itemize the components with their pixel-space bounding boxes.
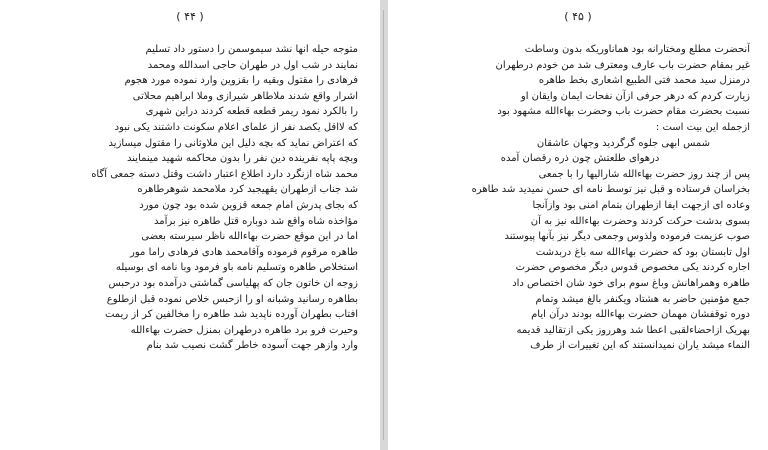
text-line: متوجه حیله انها نشد سیموسمن را دستور داد تسلیم — [145, 44, 358, 55]
text-line: زیارت کردم که درهر حرفی ازآن نفحات ایمان وایقان او — [520, 90, 750, 102]
text-line: فرهادی را مقتول وبقیه را بقزوین وارد نموده مورد هجوم — [124, 75, 358, 87]
text-line: مؤاخذه شاه واقع شد دوباره قتل طاهره نیز برآمد — [154, 215, 358, 227]
text-line: استخلاص طاهره وتسلیم نامه باو فرمود وبا نامه ای بوسیله — [115, 262, 358, 274]
text-line: زوجه ان خاتون جان که پهلیاسی گماشتی درآمده بود درحبس — [108, 277, 358, 289]
text-line: اشرار واقع شدند ملاطاهر شیرازی وملا ابراهیم محلاتی — [132, 90, 358, 102]
verse-line: شمس ابهی جلوه گرگردید وجهان عاشقان — [536, 137, 710, 149]
text-line: درمنزل سید محمد فتی الطبیع اشعاری بخط طاهره — [538, 75, 750, 87]
text-line: وارد وازهر جهت آسوده خاطر گشت نصیب شد بنام — [146, 340, 358, 352]
text-line: النماء میشد یاران نمیدانستند که این تغییرات از طرف — [530, 340, 750, 352]
text-line: وحیرت فرو برد طاهره درطهران بمنزل حضرت بهاءالله — [130, 324, 358, 336]
text-line: جمع مؤمنین حاضر به هشتاد ویکنفر بالغ میشد وتمام — [535, 293, 750, 305]
text-line: اما در این موقع حضرت بهاءالله ناظر سیرسته بعضی — [141, 231, 358, 243]
text-line: غیر بمقام حضرت باب عارف ومعترف شد من خودم درطهران — [495, 59, 750, 71]
left-page — [0, 0, 380, 450]
book-gutter — [380, 0, 388, 450]
gutter-divider — [383, 10, 384, 440]
text-line: را بالکرد نمود ریمر قطعه قطعه کردند دراین شهری — [145, 106, 358, 118]
page-number: ( ۴۴ ) — [176, 10, 204, 23]
text-line: که بجای پدرش امام جمعه قزوین شده بود چون مورد — [139, 199, 358, 211]
page-text — [38, 42, 358, 354]
page-number: ( ۴۵ ) — [564, 10, 592, 23]
text-line: صوب عزیمت فرموده ولذوس وجمعی دیگر نیز بآنها پیوستند — [504, 231, 750, 243]
text-line: دوره توقفشان مهمان حضرت بهاءالله بودند درآن ایام — [531, 309, 750, 321]
text-line: که لااقل یکصد نفر از علمای اعلام سکونت داشتند یکی نبود — [114, 121, 358, 133]
text-line: طاهره مرقوم فرموده وآقامحمد هادی فرهادی راما مور — [130, 246, 358, 258]
text-line: بسوی بدشت حرکت کردند وحضرت بهاءالله نیز به آن — [530, 215, 750, 227]
text-line: پس از چند روز حضرت بهاءالله شارالیها را با جمعی — [538, 168, 750, 180]
text-line: بهریک ازاحضاءلقبی اعطا شد وهرروز یکی ازتقالید قدیمه — [516, 324, 750, 336]
page-text — [410, 42, 750, 354]
text-line: محمد شاه ازنگرد دارد اطلاع اعتبار داشت وقتل دسته جمعی آگاه — [91, 168, 358, 180]
text-line: بطاهره رسانید وشبانه او را ازحبس خلاص نموده قبل ازطلوع — [106, 293, 358, 305]
verse-line: درهوای طلعتش چون ذره رقصان آمده — [500, 153, 660, 165]
text-line: نمایند در شب اول در طهران حاجی اسدالله ومحمد — [147, 59, 358, 71]
text-line: شد جناب ازطهران یقهیجبد کرد ملامحمد شوهرطاهره — [137, 184, 358, 196]
text-line: اجاره کردند یکی مخصوص قدوس دیگر مخصوص حضرت — [515, 262, 750, 274]
text-line: بخراسان فرستاده و قبل نیز توسط نامه ای حسن نمیدید شد طاهره — [471, 184, 750, 196]
text-line: اول تابستان بود که حضرت بهاءالله سه باغ دربدشت — [535, 246, 750, 258]
text-line: نسبت بحضرت مقام حضرت باب وحضرت بهاءالله مشهود بود — [497, 106, 750, 118]
text-line: که اعتراض نماید که بچه دلیل این ملاوثانی را مقتول میسازید — [108, 137, 358, 149]
text-line: ازجمله این بیت است : — [655, 121, 750, 133]
text-line: طاهره وهمراهانش وباغ سوم برای خود شان اختصاص داد — [512, 277, 750, 289]
text-line: وعاده ای ازجهت ایفا ازطهران بتمام امنی بود وازآنجا — [532, 199, 750, 211]
text-line: وبچه پاپه نفرینده دین نفر را بدون محاکمه شهید مینمایند — [127, 153, 358, 165]
text-line: آنحضرت مطلع ومختارانه بود هماناوریکه بدون وساطت — [524, 44, 750, 55]
right-page — [388, 0, 768, 450]
text-line: افتاب بطهران آورده ناپدید شد طاهره را مخالفین کر از ریمت — [104, 309, 358, 321]
